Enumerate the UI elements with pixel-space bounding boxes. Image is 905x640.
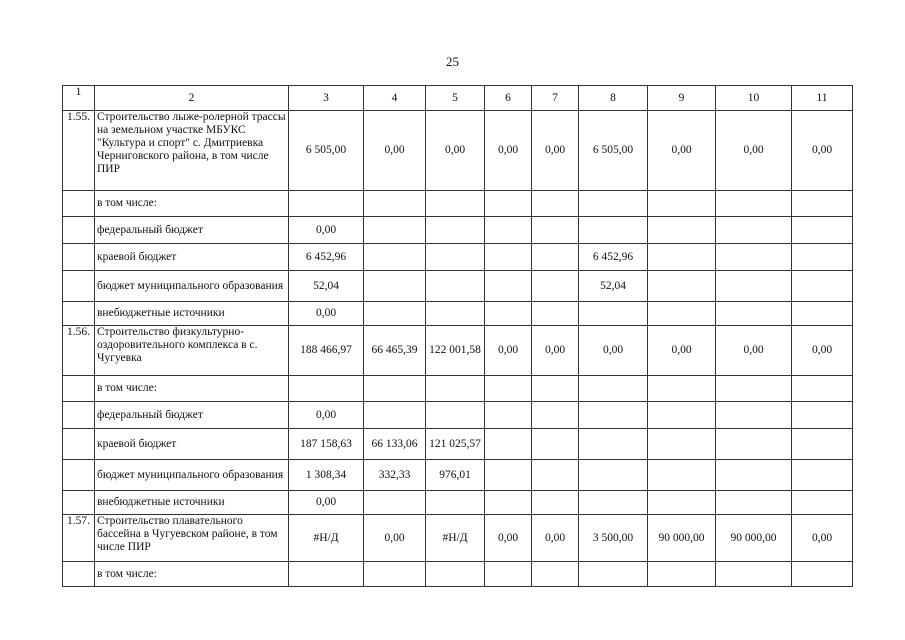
value-cell <box>364 271 426 302</box>
value-cell: 0,00 <box>792 111 853 191</box>
header-cell: 1 <box>63 86 95 111</box>
value-cell <box>532 402 579 429</box>
value-cell: 3 500,00 <box>579 515 648 562</box>
header-cell: 7 <box>532 86 579 111</box>
row-name: Строительство плавательного бассейна в Чугуевском районе, в том числе ПИР <box>95 515 289 562</box>
value-cell: 0,00 <box>289 302 364 326</box>
value-cell: 0,00 <box>289 491 364 515</box>
value-cell <box>579 562 648 587</box>
value-cell <box>364 244 426 271</box>
value-cell <box>579 429 648 460</box>
value-cell <box>792 460 853 491</box>
value-cell: #Н/Д <box>426 515 485 562</box>
value-cell <box>426 302 485 326</box>
table-row <box>63 271 853 302</box>
value-cell: 0,00 <box>485 111 532 191</box>
row-name: внебюджетные источники <box>95 491 289 515</box>
value-cell: 0,00 <box>532 515 579 562</box>
value-cell: 188 466,97 <box>289 326 364 376</box>
value-cell <box>792 376 853 402</box>
value-cell <box>364 402 426 429</box>
value-cell: 0,00 <box>532 111 579 191</box>
value-cell: 6 505,00 <box>289 111 364 191</box>
value-cell: 0,00 <box>289 217 364 244</box>
value-cell: 0,00 <box>648 326 716 376</box>
value-cell <box>579 191 648 217</box>
value-cell: 187 158,63 <box>289 429 364 460</box>
value-cell <box>716 460 792 491</box>
value-cell <box>426 562 485 587</box>
value-cell <box>289 376 364 402</box>
value-cell <box>792 191 853 217</box>
value-cell <box>289 191 364 217</box>
value-cell <box>648 402 716 429</box>
row-name: внебюджетные источники <box>95 302 289 326</box>
row-name: в том числе: <box>95 376 289 402</box>
value-cell <box>485 491 532 515</box>
value-cell <box>426 217 485 244</box>
table-row <box>63 491 853 515</box>
table-row <box>63 326 853 376</box>
value-cell <box>648 271 716 302</box>
value-cell: 0,00 <box>716 111 792 191</box>
value-cell: 6 452,96 <box>289 244 364 271</box>
value-cell <box>485 402 532 429</box>
value-cell <box>792 271 853 302</box>
budget-table <box>62 85 853 587</box>
value-cell: 121 025,57 <box>426 429 485 460</box>
value-cell: 52,04 <box>289 271 364 302</box>
row-number <box>63 217 95 244</box>
header-cell: 11 <box>792 86 853 111</box>
value-cell <box>532 491 579 515</box>
value-cell <box>648 460 716 491</box>
value-cell <box>716 429 792 460</box>
value-cell <box>792 562 853 587</box>
value-cell: 0,00 <box>716 326 792 376</box>
value-cell: 90 000,00 <box>716 515 792 562</box>
value-cell <box>579 491 648 515</box>
value-cell <box>792 244 853 271</box>
value-cell <box>716 491 792 515</box>
value-cell <box>364 191 426 217</box>
row-number <box>63 302 95 326</box>
row-name: бюджет муниципального образования <box>95 271 289 302</box>
header-cell: 2 <box>95 86 289 111</box>
value-cell <box>364 376 426 402</box>
table-row <box>63 402 853 429</box>
value-cell <box>532 271 579 302</box>
value-cell <box>579 376 648 402</box>
value-cell <box>716 271 792 302</box>
value-cell: 6 452,96 <box>579 244 648 271</box>
header-cell: 9 <box>648 86 716 111</box>
value-cell <box>485 429 532 460</box>
value-cell: 90 000,00 <box>648 515 716 562</box>
table-row <box>63 191 853 217</box>
value-cell: 0,00 <box>532 326 579 376</box>
value-cell <box>648 562 716 587</box>
value-cell <box>426 376 485 402</box>
row-name: Строительство физкультурно-оздоровительного комплекса в с. Чугуевка <box>95 326 289 376</box>
row-number <box>63 460 95 491</box>
row-number <box>63 244 95 271</box>
value-cell <box>532 460 579 491</box>
value-cell: 0,00 <box>579 326 648 376</box>
row-number <box>63 376 95 402</box>
header-cell: 5 <box>426 86 485 111</box>
row-number: 1.55. <box>63 111 95 191</box>
value-cell <box>364 491 426 515</box>
value-cell <box>792 429 853 460</box>
value-cell <box>532 244 579 271</box>
value-cell: 0,00 <box>364 111 426 191</box>
row-number <box>63 271 95 302</box>
value-cell: 66 465,39 <box>364 326 426 376</box>
table-row <box>63 376 853 402</box>
header-cell: 6 <box>485 86 532 111</box>
value-cell <box>716 244 792 271</box>
value-cell <box>364 302 426 326</box>
row-name: в том числе: <box>95 191 289 217</box>
row-name: в том числе: <box>95 562 289 587</box>
value-cell <box>485 244 532 271</box>
value-cell <box>485 562 532 587</box>
row-name: бюджет муниципального образования <box>95 460 289 491</box>
value-cell <box>426 491 485 515</box>
value-cell <box>648 244 716 271</box>
value-cell <box>792 302 853 326</box>
value-cell <box>426 402 485 429</box>
value-cell: 0,00 <box>364 515 426 562</box>
value-cell <box>485 302 532 326</box>
value-cell: 52,04 <box>579 271 648 302</box>
value-cell <box>648 491 716 515</box>
table-row <box>63 515 853 562</box>
value-cell: 122 001,58 <box>426 326 485 376</box>
value-cell <box>648 429 716 460</box>
value-cell <box>532 562 579 587</box>
row-number <box>63 491 95 515</box>
table-row <box>63 429 853 460</box>
value-cell <box>364 562 426 587</box>
header-cell: 3 <box>289 86 364 111</box>
value-cell: 0,00 <box>485 326 532 376</box>
value-cell <box>716 191 792 217</box>
value-cell <box>532 376 579 402</box>
value-cell: 0,00 <box>485 515 532 562</box>
header-cell: 10 <box>716 86 792 111</box>
row-number <box>63 562 95 587</box>
value-cell <box>716 217 792 244</box>
value-cell <box>579 402 648 429</box>
value-cell: 66 133,06 <box>364 429 426 460</box>
header-row <box>63 86 853 111</box>
row-name: федеральный бюджет <box>95 402 289 429</box>
value-cell: 0,00 <box>792 326 853 376</box>
value-cell <box>716 302 792 326</box>
row-number <box>63 429 95 460</box>
table-row <box>63 302 853 326</box>
value-cell <box>485 271 532 302</box>
value-cell <box>485 460 532 491</box>
value-cell <box>648 376 716 402</box>
table-row <box>63 562 853 587</box>
table-row <box>63 460 853 491</box>
value-cell <box>532 302 579 326</box>
value-cell <box>648 217 716 244</box>
table-row <box>63 111 853 191</box>
value-cell <box>716 376 792 402</box>
row-name: краевой бюджет <box>95 429 289 460</box>
value-cell <box>485 191 532 217</box>
value-cell <box>289 562 364 587</box>
row-name: краевой бюджет <box>95 244 289 271</box>
value-cell: 0,00 <box>792 515 853 562</box>
row-number: 1.57. <box>63 515 95 562</box>
value-cell <box>792 491 853 515</box>
value-cell <box>579 460 648 491</box>
value-cell <box>426 271 485 302</box>
value-cell: 1 308,34 <box>289 460 364 491</box>
header-cell: 4 <box>364 86 426 111</box>
header-cell: 8 <box>579 86 648 111</box>
row-name: федеральный бюджет <box>95 217 289 244</box>
value-cell: 6 505,00 <box>579 111 648 191</box>
value-cell <box>716 562 792 587</box>
row-number <box>63 191 95 217</box>
value-cell <box>532 191 579 217</box>
row-number <box>63 402 95 429</box>
row-number: 1.56. <box>63 326 95 376</box>
value-cell: 0,00 <box>426 111 485 191</box>
table-row <box>63 244 853 271</box>
value-cell: 0,00 <box>648 111 716 191</box>
row-name: Строительство лыже-ролерной трассы на земельном участке МБУКС "Культура и спорт" с. Дмитриевка Черниговского района, в том числе ПИР <box>95 111 289 191</box>
value-cell <box>532 217 579 244</box>
value-cell <box>426 244 485 271</box>
value-cell: #Н/Д <box>289 515 364 562</box>
value-cell: 0,00 <box>289 402 364 429</box>
value-cell <box>648 191 716 217</box>
value-cell: 332,33 <box>364 460 426 491</box>
value-cell <box>648 302 716 326</box>
table-row <box>63 217 853 244</box>
value-cell <box>485 376 532 402</box>
value-cell <box>579 217 648 244</box>
value-cell <box>532 429 579 460</box>
page-number: 25 <box>446 54 459 69</box>
value-cell <box>792 402 853 429</box>
value-cell <box>364 217 426 244</box>
value-cell <box>485 217 532 244</box>
value-cell <box>579 302 648 326</box>
value-cell <box>792 217 853 244</box>
value-cell <box>426 191 485 217</box>
value-cell: 976,01 <box>426 460 485 491</box>
value-cell <box>716 402 792 429</box>
